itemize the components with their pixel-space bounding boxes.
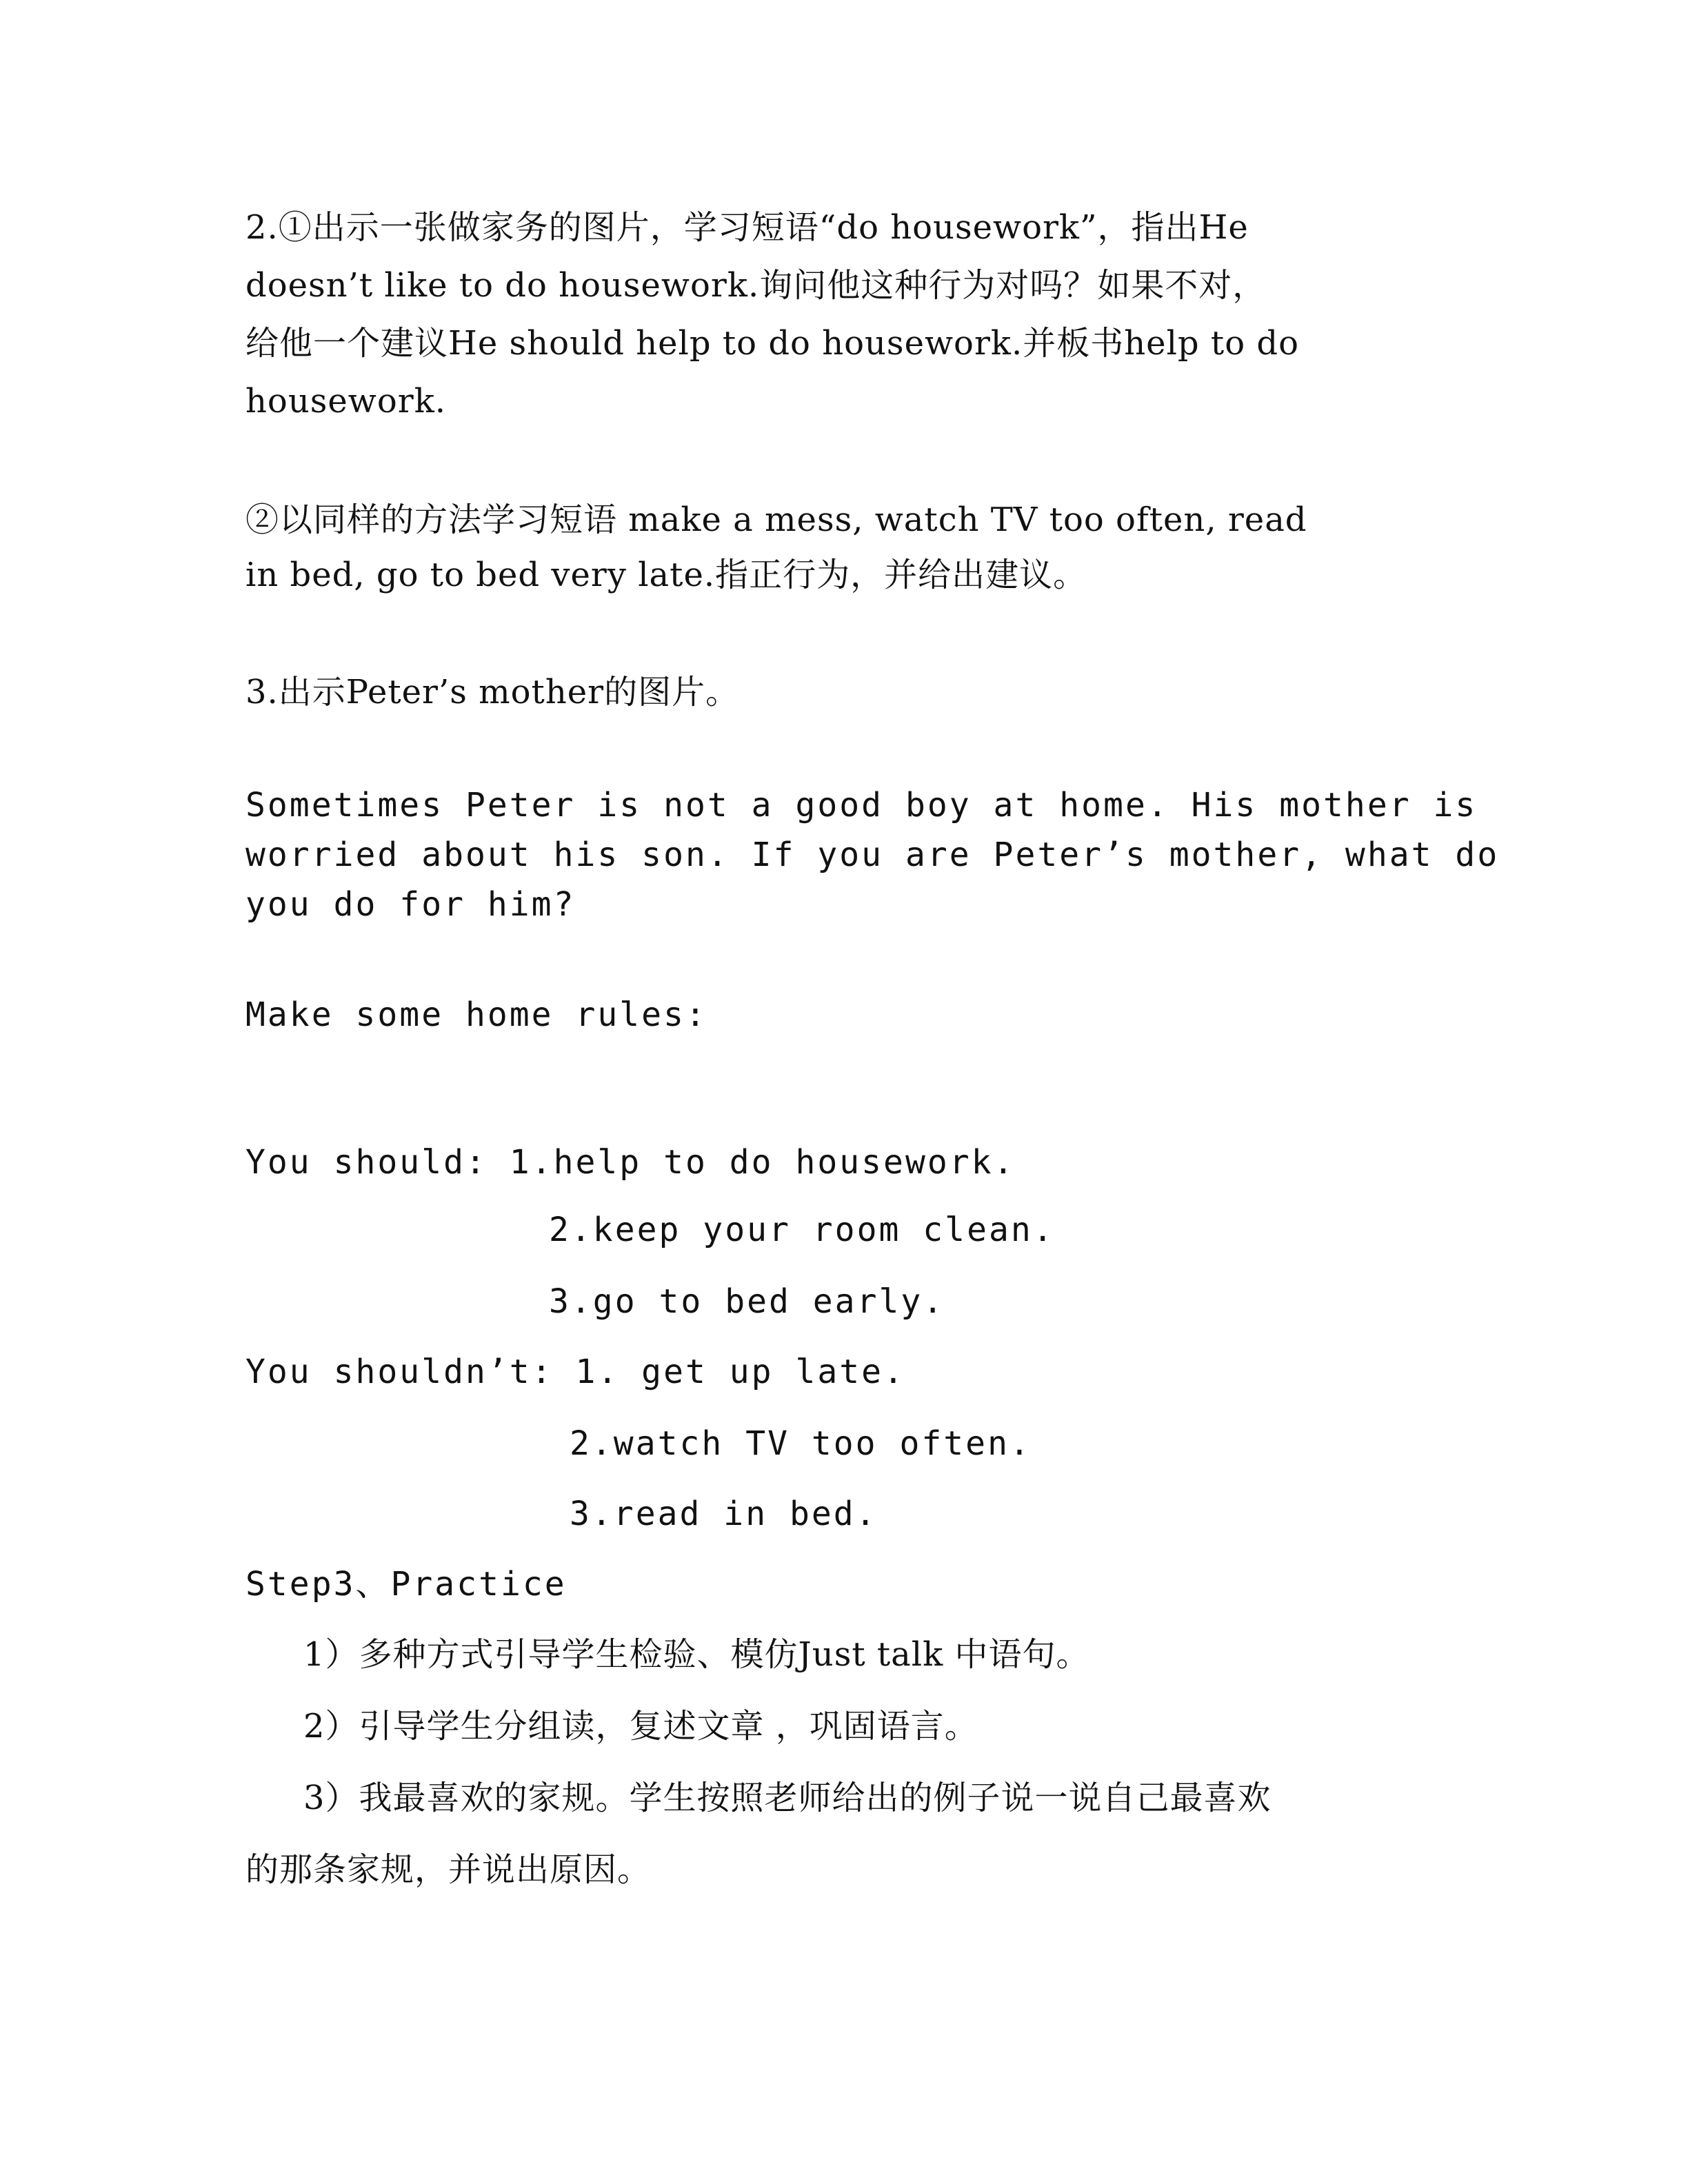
step3-item3-line2: 的那条家规，并说出原因。 [245, 1850, 652, 1889]
rule-shouldnt-3: 3.read in bed. [570, 1495, 878, 1533]
rule-shouldnt-1: You shouldn’t: 1. get up late. [245, 1353, 905, 1391]
section2b-line2: in bed, go to bed very late.指正行为，并给出建议。 [245, 556, 1087, 594]
section2-line2: doesn’t like to do housework.询问他这种行为对吗？如果不对， [245, 266, 1267, 305]
section2-line3: 给他一个建议He should help to do housework.并板书help to do [245, 324, 1299, 363]
rule-shouldnt-2: 2.watch TV too often. [570, 1424, 1032, 1463]
section3-para-line3: you do for him? [245, 885, 576, 924]
step3-heading: Step3、Practice [245, 1565, 567, 1604]
section2-line1: 2.①出示一张做家务的图片，学习短语“do housework”，指出He [245, 208, 1249, 247]
section3-para-line2: worried about his son. If you are Peter’s mother, what do [245, 836, 1500, 874]
section2b-line1: ②以同样的方法学习短语 make a mess, watch TV too often, read [245, 501, 1307, 539]
step3-item1: 1）多种方式引导学生检验、模仿Just talk 中语句。 [303, 1635, 1090, 1674]
section2-line4: housework. [245, 382, 447, 421]
section3-para-line1: Sometimes Peter is not a good boy at home. His mother is [245, 786, 1478, 825]
rules-title: Make some home rules: [245, 995, 707, 1034]
step3-item3-line1: 3）我最喜欢的家规。学生按照老师给出的例子说一说自己最喜欢 [303, 1779, 1272, 1817]
rule-should-2: 2.keep your room clean. [549, 1211, 1055, 1249]
step3-item2: 2）引导学生分组读，复述文章 ，巩固语言。 [303, 1707, 978, 1746]
rule-should-1: You should: 1.help to do housework. [245, 1143, 1016, 1182]
section3-heading: 3.出示Peter’s mother的图片。 [245, 673, 740, 711]
rule-should-3: 3.go to bed early. [549, 1282, 945, 1321]
